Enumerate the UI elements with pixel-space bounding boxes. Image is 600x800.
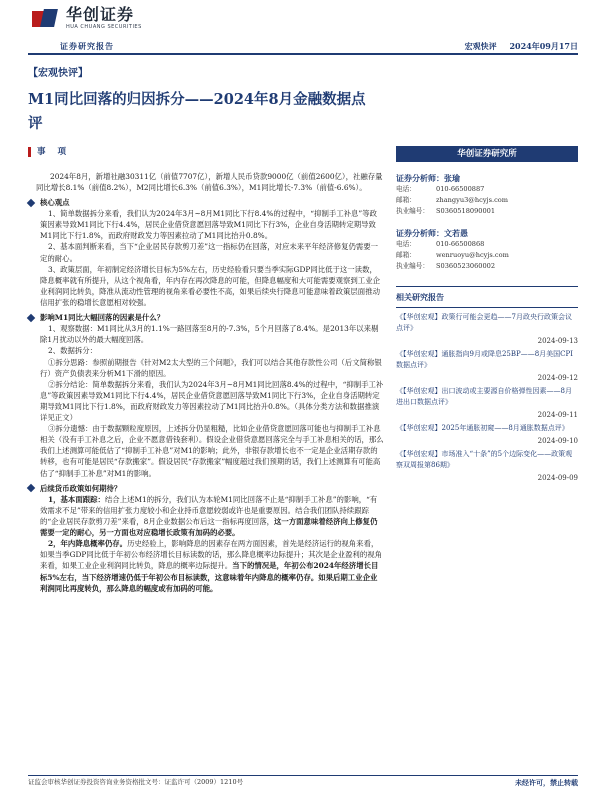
why-heading: 影响M1同比大幅回落的因素是什么？ — [28, 312, 384, 323]
logo-mark-icon — [28, 7, 62, 31]
policy-point-1: 1，基本面跟踪：结合上述M1的拆分，我们认为本轮M1同比回落不止是“抑制手工补息”的影响，“有效需求不足”带来的信用扩张力度较小和企业持币意愿较弱或许也是重要原因。结合我们团队持续跟踪的“企业居民存款剪刀差”来看，8月企业数据公布后这一指标再度回落，这一方面意味着经济向上修复仍需要一定的耐心，另一方面也对应稳增长政策有加码的必要。 — [40, 494, 378, 538]
related-report-date: 2024-09-09 — [537, 474, 578, 482]
logo-name-en: HUA CHUANG SECURITIES — [66, 24, 142, 30]
sidebar-divider — [396, 286, 578, 287]
analyst-email[interactable]: wenruoyu@hcyjs.com — [436, 251, 509, 259]
related-report-item[interactable] — [396, 386, 578, 421]
logo-name-cn: 华创证券 — [66, 5, 135, 24]
analyst-card: 证券分析师：文若愚 电话： 010-66500868 邮箱： wenruoyu@hcyjs.com 执业编号： S0360523060002 — [396, 228, 509, 270]
report-tag: 【宏观快评】 — [28, 68, 88, 79]
header-meta — [455, 40, 578, 52]
related-report-title[interactable]: 《【华创宏观】通胀指向9月或降息25BP——8月美国CPI数据点评》 — [396, 350, 573, 369]
sidebar — [396, 146, 578, 484]
core-point-3: 3、政策层面，年初制定经济增长目标为5%左右，历史经验看只要当季实际GDP同比低于这一读数，降息概率就有所提升，从这个视角看，年内存在再次降息的可能，但降息幅度和大可能需要观察到工业企业利润同比转负，降准从流动性管理的视角来看必要性不高，如果后续央行降息可能意味着政策层面推动信用扩张的稳增长意愿相对较强。 — [40, 264, 380, 307]
diamond-bullet-icon — [27, 198, 35, 206]
events-text: 2024年8月，新增社融30311亿（前值7707亿），新增人民币贷款9000亿（前值2600亿），社融存量同比增长8.1%（前值8.2%），M2同比增长6.3%（前值6.3%），M1同比增长-7.3%（前值-6.6%）。 — [36, 171, 383, 192]
analyst-card: 证券分析师：张瑜 电话： 010-66500887 邮箱： zhangyu3@hcyjs.com 执业编号： S0360518090001 — [396, 173, 508, 215]
related-report-title[interactable]: 《【华创宏观】政策行可能会更趋——7月政央行政策会议点评》 — [396, 313, 572, 332]
why-point-5: ③拆分遗憾：由于数据颗粒度原因，上述拆分仍显粗糙，比如企业借贷意愿回落可能也与抑制手工补息相关（没有手工补息之后，企业不愿意借钱套利）。假设企业借贷意愿回落完全与手工补息相关的话，那么我们上述测算可能低估了“抑制手工补息”对M1的影响；此外，非银存款增长也不一定是企业活期存款的转移，也有可能是居民“存款搬家”。假设居民“存款搬家”幅度超过我们预期的话，我们上述测算有可能高估了“抑制手工补息”对M1的影响。 — [40, 424, 384, 478]
main-content — [28, 146, 384, 594]
footer-divider — [28, 775, 578, 776]
related-report-title[interactable]: 《【华创宏观】2025年通胀初窥——8月通胀数据点评》 — [396, 424, 569, 432]
header-divider — [28, 53, 578, 55]
research-institute-banner: 华创证券研究所 — [396, 146, 578, 162]
why-point-4: ②拆分结论：简单数据拆分来看，我们认为2024年3月~8月M1同比回落8.4%的过程中，“抑制手工补息”等政策因素导致M1同比下行4.4%，居民企业借贷意愿回落导致M1同比下行3%，企业自身活期转定期导致M1同比下行1.8%，而政府财政发力等因素拉动了M1同比抬升0.8%。（具体分类方法和数据推演详见正文） — [40, 379, 384, 423]
company-logo — [28, 6, 142, 32]
related-reports-heading: 相关研究报告 — [396, 292, 444, 302]
analyst-license: S0360518090001 — [436, 207, 496, 215]
report-type: 证券研究报告 — [60, 41, 114, 51]
policy-point-2: 2，年内降息概率仍存。历史经验上，影响降息的因素存在两方面因素，首先是经济运行的视角来看，如果当季GDP同比低于年初公布经济增长目标读数的话，那么降息概率边际提升；其次是企业盈利的视角来看，如果工业企业利润同比转负，降息的概率边际提升。当下的情况是，年初公布2024年经济增长目标5%左右，当下经济增速仍低于年初公布目标读数，这意味着年内降息的概率仍存。如果后期工业企业利润同比再度转负，那么降息的幅度或有加码的可能。 — [40, 539, 382, 593]
report-date: 2024年09月17日 — [509, 41, 578, 51]
report-category: 宏观快评 — [464, 41, 497, 51]
policy-heading: 后续货币政策如何期待？ — [28, 483, 384, 494]
analyst-license: S0360523060002 — [436, 262, 496, 270]
related-report-date: 2024-09-12 — [537, 374, 578, 382]
analyst-email[interactable]: zhangyu3@hcyjs.com — [436, 196, 508, 204]
analyst-name: 张瑜 — [444, 173, 460, 183]
related-report-date: 2024-09-11 — [537, 411, 578, 419]
related-report-item[interactable] — [396, 312, 578, 347]
why-point-3: ①拆分思路：参照前期报告《针对M2太大型的三个问题》，我们可以结合其他存款性公司（后文简称银行）资产负债表来分析M1下滑的原因。 — [40, 357, 382, 378]
footer-notice: 未经许可，禁止转载 — [515, 778, 578, 787]
why-point-1: 1、观察数据：M1同比从3月的1.1%一路回落至8月的-7.3%，5个月回落了8.4%。是2013年以来剔除1月扰动以外的最大幅度回落。 — [40, 324, 379, 345]
related-report-title[interactable]: 《【华创宏观】出口波动或主要源自价格弹性因素——8月进出口数据点评》 — [396, 387, 572, 406]
analyst-phone: 010-66500868 — [436, 240, 485, 248]
events-heading: 事项 — [28, 146, 384, 159]
analyst-phone: 010-66500887 — [436, 185, 485, 193]
related-report-item[interactable] — [396, 449, 578, 484]
related-report-date: 2024-09-13 — [537, 337, 578, 345]
core-heading: 核心观点 — [28, 197, 384, 208]
report-header — [28, 6, 578, 54]
core-point-1: 1、简单数据拆分来看，我们认为2024年3月~8月M1同比下行8.4%的过程中，“抑制手工补息”等政策因素导致M1同比下行4.4%，居民企业借贷意愿回落导致M1同比下行3%，企业自身活期转定期导致M1同比下行1.8%，而政府财政发力等因素拉动了M1同比抬升0.8%。 — [40, 209, 377, 241]
related-report-item[interactable] — [396, 349, 578, 384]
footer-license: 证监会审核华创证券投资咨询业务资格批文号：证监许可（2009）1210号 — [28, 778, 244, 786]
diamond-bullet-icon — [27, 313, 35, 321]
related-report-title[interactable]: 《【华创宏观】市场准入“十条”的5个边际变化——政策观察双周报第86期》 — [396, 450, 573, 469]
section-marker — [28, 147, 31, 157]
sidebar-divider — [396, 307, 578, 308]
core-point-2: 2、基本面判断来看，当下“企业居民存款剪刀差”这一指标仍在回落，对应未来平年经济修复仍需要一定的耐心。 — [40, 242, 379, 263]
diamond-bullet-icon — [27, 484, 35, 492]
related-report-item[interactable] — [396, 423, 578, 447]
why-point-2: 2、数据拆分： — [48, 346, 98, 356]
page-title: M1同比回落的归因拆分——2024年8月金融数据点评 — [28, 91, 366, 132]
analyst-name: 文若愚 — [444, 228, 468, 238]
related-report-date: 2024-09-10 — [537, 437, 578, 445]
